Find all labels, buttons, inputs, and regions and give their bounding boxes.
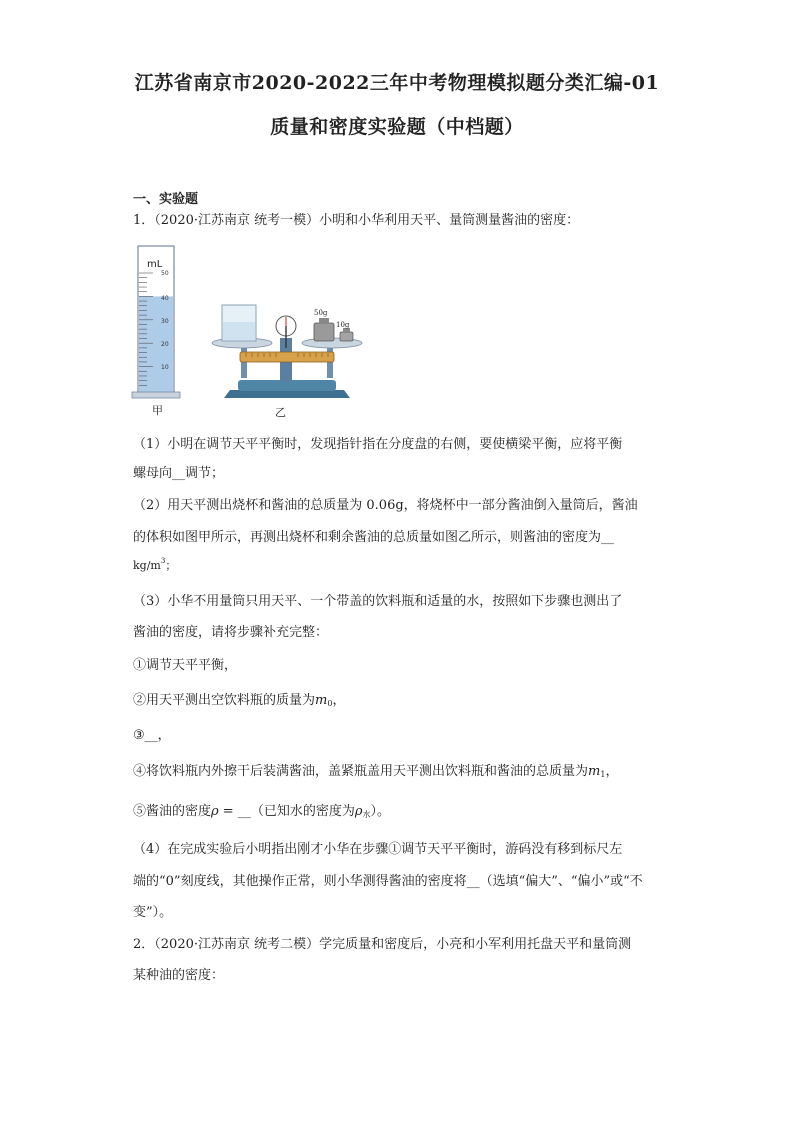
q1-step-2-end: ， [332,693,346,708]
q1-part4-line1: （4）在完成实验后小明指出刚才小华在步骤①调节天平平衡时，游码没有移到标尺左 [133,842,623,857]
mass-m0-symbol: m [315,693,328,708]
q1-step-2 [133,689,345,708]
q1-part1-line2: 螺母向__调节； [133,466,225,481]
q1-step-1: ①调节天平平衡， [133,658,238,673]
q1-part1-line1: （1）小明在调节天平平衡时，发现指针指在分度盘的右侧，要使横梁平衡，应将平衡 [133,437,623,452]
document-title-line-2: 质量和密度实验题（中档题） [270,116,524,138]
question-2-line1: 2．（2020·江苏南京 统考二模）学完质量和密度后，小亮和小军利用托盘天平和量筒测 [133,937,632,952]
rho-symbol: ρ [211,804,219,819]
q1-part4-line3: 变”）。 [133,905,173,920]
weight-50g [314,309,334,341]
mass-m1-subscript: 1 [600,770,606,779]
document-title-line-1: 江苏省南京市2020-2022三年中考物理模拟题分类汇编-01 [134,72,660,94]
cylinder-unit: mL [147,259,163,270]
cylinder-tick-50: 50 [161,270,169,277]
cylinder-tick-20: 20 [161,341,169,348]
cylinder-tick-40: 40 [161,295,169,302]
rho-water-subscript: 水 [362,810,371,819]
q1-step-3: ③__， [133,728,171,743]
section-heading: 一、实验题 [133,192,199,207]
mass-m1-symbol: m [588,764,601,779]
q1-part2-line1: （2）用天平测出烧杯和酱油的总质量为 0.06g，将烧杯中一部分酱油倒入量筒后，酱油 [133,498,638,513]
q1-part2-line3 [133,557,176,573]
balance-scale [212,305,362,398]
figure-label-yi: 乙 [275,406,286,419]
q1-step-5-mid: = __（已知水的密度为 [218,804,355,819]
q1-step-5-text: ⑤酱油的密度 [133,804,212,819]
q1-step-5-end: ）。 [370,804,391,819]
question-2-line2: 某种油的密度： [133,968,225,983]
weight-10g-label: 10g [336,321,350,329]
q1-part2-end: ； [165,559,177,572]
beaker [222,305,256,341]
q1-part3-line2: 酱油的密度，请将步骤补充完整： [133,625,329,640]
density-unit: kg/m [133,559,161,572]
q1-step-5 [133,800,390,820]
cylinder-tick-30: 30 [161,318,169,325]
q1-step-4 [133,760,618,779]
figure-label-jia: 甲 [152,404,163,417]
cylinder-tick-10: 10 [161,364,169,371]
q1-step-4-text: ④将饮料瓶内外擦干后装满酱油，盖紧瓶盖用天平测出饮料瓶和酱油的总质量为 [133,764,589,779]
graduated-cylinder [132,246,180,398]
mass-m0-subscript: 0 [327,699,333,708]
q1-step-2-text: ②用天平测出空饮料瓶的质量为 [133,693,316,708]
density-unit-exponent: 3 [160,557,166,565]
q1-step-4-end: ， [605,764,619,779]
q1-part4-line2: 端的“0”刻度线，其他操作正常，则小华测得酱油的密度将__（选填“偏大”、“偏小”或“不 [133,874,643,889]
question-1-figure [130,240,380,420]
question-1-header: 1．（2020·江苏南京 统考一模）小明和小华利用天平、量筒测量酱油的密度： [133,213,580,228]
q1-part2-line2: 的体积如图甲所示，再测出烧杯和剩余酱油的总质量如图乙所示，则酱油的密度为__ [133,530,615,545]
weight-50g-label: 50g [314,309,328,317]
q1-part3-line1: （3）小华不用量筒只用天平、一个带盖的饮料瓶和适量的水，按照如下步骤也测出了 [133,594,623,609]
rho-water-symbol: ρ [354,804,363,819]
